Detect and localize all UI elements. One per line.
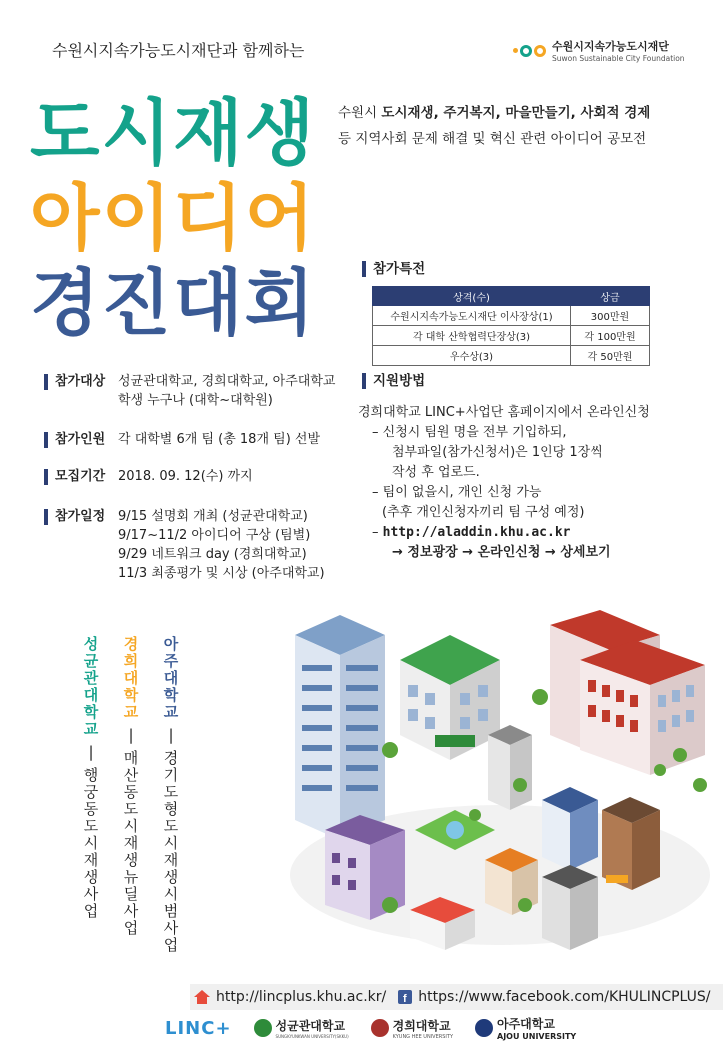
prize-award: 수원시지속가능도시재단 이사장상(1): [373, 306, 571, 326]
city-illustration: [280, 605, 720, 980]
schedule-list: [118, 507, 325, 583]
prizes-heading: 참가특전: [362, 261, 425, 277]
apply-text: [358, 403, 650, 563]
prize-award: 각 대학 산학협력단장상(3): [373, 326, 571, 346]
apply-line-3: 첨부파일(참가신청서)은 1인당 1장씩: [392, 445, 603, 460]
prize-award: 우수상(3): [373, 346, 571, 366]
apply-heading: 지원방법: [362, 373, 425, 389]
ajou-logo: [475, 1015, 576, 1041]
khu-name: 경희대학교: [392, 1018, 451, 1033]
intro-prefix: 수원시: [338, 105, 382, 121]
prize-col-award: 상격(수): [373, 287, 571, 306]
prize-amount: 300만원: [571, 306, 650, 326]
list-item: 9/15 설명회 개최 (성균관대학교): [118, 509, 308, 524]
dash: |: [128, 726, 134, 744]
intro-text: [338, 100, 650, 152]
khu-emblem-icon: [371, 1019, 389, 1037]
apply-path: → 정보광장 → 온라인신청 → 상세보기: [392, 545, 611, 560]
target-value-line-2: 학생 누구나 (대학~대학원): [118, 393, 273, 408]
dash: |: [168, 726, 174, 744]
footer-logos: [165, 1015, 576, 1041]
skku-logo: [254, 1017, 349, 1039]
dash: |: [88, 743, 94, 761]
apply-line-1: 경희대학교 LINC+사업단 홈페이지에서 온라인신청: [358, 405, 650, 420]
university-project: 행궁동 도시재생사업: [83, 766, 99, 920]
target-label: 참가대상: [44, 374, 105, 390]
ajou-emblem-icon: [475, 1019, 493, 1037]
facebook-link[interactable]: https://www.facebook.com/KHULINCPLUS/: [418, 989, 711, 1005]
count-value: 각 대학별 6개 팀 (총 18개 팀) 선발: [118, 432, 321, 447]
apply-line-5: – 팀이 없을시, 개인 신청 가능: [372, 485, 542, 500]
apply-line-2: – 신청시 팀원 명을 전부 기입하되,: [372, 425, 567, 440]
linc-logo: LINC+: [165, 1017, 232, 1039]
prize-col-amount: 상금: [571, 287, 650, 306]
university-project: 경기도형 도시재생 시범사업: [163, 749, 179, 954]
university-name: 경희대학교: [123, 635, 139, 721]
title-line-2: 아이디어: [30, 176, 317, 260]
schedule-label: 참가일정: [44, 509, 105, 525]
apply-line-6: (추후 개인신청자끼리 팀 구성 예정): [382, 505, 585, 520]
khu-logo: [371, 1017, 453, 1040]
link-bar: [190, 984, 723, 1010]
intro-line-2: 등 지역사회 문제 해결 및 혁신 관련 아이디어 공모전: [338, 131, 647, 147]
khu-name-en: KYUNG HEE UNIVERSITY: [392, 1033, 453, 1040]
list-item: 11/3 최종평가 및 시상 (아주대학교): [118, 566, 325, 581]
university-name: 아주대학교: [163, 635, 179, 721]
foundation-logo: [513, 38, 685, 63]
table-row: [373, 306, 650, 326]
prize-amount: 각 50만원: [571, 346, 650, 366]
target-value: [118, 372, 335, 410]
university-project: 매산동 도시재생 뉴딜사업: [123, 749, 139, 937]
home-icon: [194, 990, 210, 1004]
title-line-3: 경진대회: [30, 261, 317, 345]
table-row: [373, 346, 650, 366]
skku-name: 성균관대학교: [275, 1019, 346, 1033]
intro-bold: 도시재생, 주거복지, 마을만들기, 사회적 경제: [381, 105, 651, 121]
period-label: 모집기간: [44, 469, 105, 485]
ajou-name: 아주대학교: [497, 1017, 555, 1031]
target-value-line-1: 성균관대학교, 경희대학교, 아주대학교: [118, 374, 336, 389]
ajou-name-en: AJOU UNIVERSITY: [497, 1032, 577, 1041]
apply-dash: –: [372, 525, 383, 540]
list-item: 9/17~11/2 아이디어 구상 (팀별): [118, 528, 311, 543]
foundation-name: 수원시지속가능도시재단: [552, 40, 669, 53]
university-column-ajou: [160, 636, 182, 954]
title-line-1: 도시재생: [30, 91, 317, 175]
home-link[interactable]: http://lincplus.khu.ac.kr/: [216, 989, 387, 1005]
table-row: [373, 326, 650, 346]
foundation-name-en: Suwon Sustainable City Foundation: [552, 54, 685, 63]
foundation-logo-icon: [513, 45, 546, 57]
university-column-khu: [120, 636, 142, 937]
count-label: 참가인원: [44, 432, 105, 448]
svg-text:f: f: [403, 993, 407, 1004]
university-column-skku: [80, 636, 102, 920]
skku-name-en: SUNGKYUNKWAN UNIVERSITY(SKKU): [275, 1034, 349, 1039]
apply-line-4: 작성 후 업로드.: [392, 465, 480, 480]
prize-amount: 각 100만원: [571, 326, 650, 346]
prize-table: [372, 286, 650, 366]
apply-url-link[interactable]: http://aladdin.khu.ac.kr: [382, 525, 571, 540]
period-value: 2018. 09. 12(수) 까지: [118, 469, 253, 484]
facebook-icon: [398, 990, 412, 1004]
tagline: 수원시지속가능도시재단과 함께하는: [52, 41, 305, 60]
university-name: 성균관대학교: [83, 635, 99, 738]
list-item: 9/29 네트워크 day (경희대학교): [118, 547, 307, 562]
skku-emblem-icon: [254, 1019, 272, 1037]
